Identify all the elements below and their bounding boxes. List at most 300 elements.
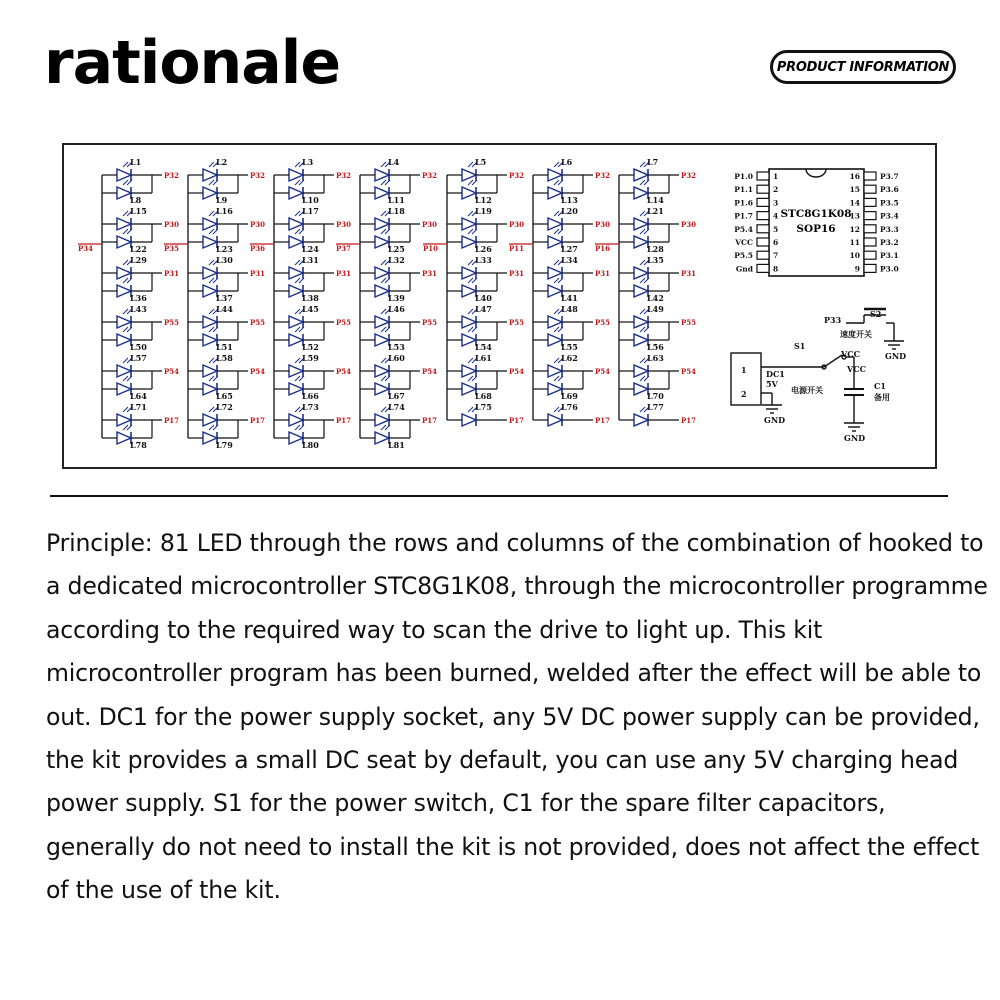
led-label: L18 [388,206,405,216]
led [462,206,492,230]
led-label: L55 [561,342,578,352]
gnd-label-2: GND [764,415,786,425]
port-label: P32 [164,171,180,180]
led-label: L81 [388,440,405,450]
chip-package: SOP16 [796,223,836,235]
led [548,402,578,426]
port-label: P55 [681,318,697,327]
port-label: P17 [595,416,611,425]
led [375,206,405,230]
port-label: P17 [250,416,266,425]
speed-switch-label: 速度开关 [840,330,872,339]
divider-line [50,495,948,497]
led-label: L19 [475,206,492,216]
port-label: P32 [336,171,352,180]
chip-pin-name: P3.7 [880,172,899,181]
led-diode [634,236,648,248]
led-label: L48 [561,304,578,314]
led-diode [462,187,476,199]
chip-pin [864,251,876,259]
led-label: L1 [130,157,142,167]
led-label: L51 [216,342,233,352]
led [117,255,147,279]
led-label: L52 [302,342,319,352]
port-label: P32 [422,171,438,180]
led-diode [289,334,303,346]
led-diode [634,316,648,328]
dc1-pin2-label: 2 [741,389,747,399]
led-diode [634,285,648,297]
led-label: L21 [647,206,664,216]
led-diode [375,236,389,248]
port-label: P55 [509,318,525,327]
led-label: L25 [388,244,405,254]
p33-label: P33 [824,315,842,325]
chip-pin-number: 3 [773,198,779,208]
led-label: L34 [561,255,578,265]
led [203,206,233,230]
led-diode [634,169,648,181]
led-diode [203,218,217,230]
led-diode [548,187,562,199]
port-label: P30 [164,220,180,229]
chip-pin [864,212,876,220]
led-label: L39 [388,293,405,303]
bus-label: P11 [509,244,525,253]
chip-pin-name: P3.4 [880,211,899,221]
chip-pin [864,264,876,272]
led [375,157,400,181]
led-label: L54 [475,342,492,352]
led [634,304,664,328]
led-diode [117,236,131,248]
gnd-label-1: GND [885,351,907,361]
led [634,402,664,426]
led-diode [375,334,389,346]
chip-pin-name: P1.6 [734,198,753,208]
led-label: L64 [130,391,147,401]
port-label: P30 [422,220,438,229]
chip-pin-number: 8 [773,264,779,274]
led-diode [289,316,303,328]
chip-pin-number: 11 [849,238,860,247]
led-diode [203,383,217,395]
led-label: L76 [561,402,578,412]
led [203,402,233,426]
led [117,402,147,426]
led-diode [117,414,131,426]
led-label: L69 [561,391,578,401]
led [548,353,578,377]
led [634,255,664,279]
chip-pin-number: 6 [773,238,779,247]
led [375,304,405,328]
led-label: L4 [388,157,400,167]
led [462,304,492,328]
led-diode [289,414,303,426]
chip-pin-name: P1.1 [734,185,753,195]
port-label: P30 [595,220,611,229]
led-matrix [78,157,696,450]
led-diode [289,267,303,279]
led [203,304,233,328]
bus-label: P16 [595,244,611,253]
chip-pin-number: 13 [849,211,860,221]
led [375,402,405,426]
port-label: P54 [336,367,352,376]
port-label: P31 [164,269,180,278]
led-label: L16 [216,206,233,216]
led-diode [548,316,562,328]
led [289,353,319,377]
led-label: L41 [561,293,578,303]
led-label: L58 [216,353,233,363]
led [289,304,319,328]
c1-label: C1 [874,381,886,391]
led [375,255,405,279]
led-diode [117,187,131,199]
led-label: L17 [302,206,319,216]
chip-pin-number: 2 [773,185,779,195]
led-label: L71 [130,402,147,412]
chip-pin [757,238,769,246]
led-label: L11 [388,195,405,205]
led-diode [289,365,303,377]
led [634,157,658,181]
port-label: P30 [681,220,697,229]
vcc-label-1: VCC [841,349,860,359]
led-diode [375,432,389,444]
chip-pin-number: 10 [849,251,860,261]
product-information-badge: PRODUCT INFORMATION [770,50,956,84]
led [548,206,578,230]
led-label: L37 [216,293,233,303]
led-diode [634,334,648,346]
led-diode [462,169,476,181]
port-label: P31 [681,269,697,278]
led-label: L56 [647,342,664,352]
port-label: P17 [681,416,697,425]
led-label: L68 [475,391,492,401]
led-diode [634,267,648,279]
led-label: L63 [647,353,664,363]
led-label: L8 [130,195,142,205]
port-label: P55 [164,318,180,327]
led-diode [462,236,476,248]
led-diode [289,432,303,444]
port-label: P17 [422,416,438,425]
gnd-label-3: GND [844,433,866,443]
led-label: L79 [216,440,233,450]
led-diode [289,169,303,181]
led [203,157,227,181]
led [634,353,664,377]
power-labels [741,309,906,443]
led-diode [462,414,476,426]
led-diode [375,218,389,230]
led [462,353,492,377]
led-label: L9 [216,195,228,205]
led-diode [462,383,476,395]
led-diode [203,414,217,426]
port-label: P54 [422,367,438,376]
circuit-schematic [62,143,937,469]
led-label: L65 [216,391,233,401]
led [117,353,147,377]
led-label: L74 [388,402,405,412]
port-label: P54 [595,367,611,376]
led-label: L42 [647,293,664,303]
chip-pin [757,172,769,180]
port-label: P17 [509,416,525,425]
led-diode [375,169,389,181]
chip-pin [864,172,876,180]
led-diode [203,187,217,199]
chip-pin [864,198,876,206]
port-label: P31 [509,269,525,278]
led-label: L13 [561,195,578,205]
led-label: L60 [388,353,405,363]
led-label: L36 [130,293,147,303]
bus-label: P36 [250,244,266,253]
power-switch-label: 电源开关 [791,386,823,395]
chip-name: STC8G1K08 [780,208,852,220]
port-label: P32 [595,171,611,180]
led-diode [462,365,476,377]
led-diode [462,334,476,346]
led-label: L53 [388,342,405,352]
chip-pin-name: P3.3 [880,224,899,234]
led-label: L66 [302,391,319,401]
led-diode [203,267,217,279]
led-label: L14 [647,195,664,205]
led-label: L28 [647,244,664,254]
led-diode [634,383,648,395]
led-label: L57 [130,353,147,363]
led-label: L40 [475,293,492,303]
led-diode [289,236,303,248]
page-title: rationale [44,28,341,98]
led-label: L32 [388,255,405,265]
principle-description: Principle: 81 LED through the rows and columns of the combination of hooked to a dedicated microcontroller STC8G1K08, through the microcontroller programme according to the required way to scan the drive to light up. This kit microcontroller program has been burned, welded after the effect will be able to out. DC1 for the power supply socket, any 5V DC power supply can be provided, the kit provides a small DC seat by default, you can use any 5V charging head power supply. S1 for the power switch, C1 for the spare filter capacitors, generally do not need to install the kit is not provided, does not affect the effect of the use of the kit. [46,529,988,905]
led-diode [203,334,217,346]
led-diode [117,267,131,279]
chip-pin-name: P1.0 [734,172,753,181]
led [462,402,492,426]
led [117,157,141,181]
led-label: L26 [475,244,492,254]
led-diode [548,169,562,181]
led-diode [289,285,303,297]
chip-pin-name: VCC [735,238,753,247]
led-label: L59 [302,353,319,363]
bus-label: P34 [78,244,94,253]
led-label: L61 [475,353,492,363]
chip-pin [757,264,769,272]
led-diode [117,218,131,230]
led-label: L12 [475,195,492,205]
led [289,206,319,230]
led-label: L73 [302,402,319,412]
led-label: L5 [475,157,487,167]
led-label: L35 [647,255,664,265]
chip-pin [757,198,769,206]
port-label: P55 [422,318,438,327]
port-label: P54 [681,367,697,376]
led-label: L15 [130,206,147,216]
bus-label: P10 [423,244,439,253]
port-label: P31 [250,269,266,278]
led-diode [548,267,562,279]
chip-pin-name: P5.5 [734,251,753,261]
port-label: P54 [164,367,180,376]
port-label: P17 [164,416,180,425]
led-diode [634,414,648,426]
chip-pin-name: P3.6 [880,185,899,195]
chip-pin [757,225,769,233]
led-diode [289,187,303,199]
port-label: P32 [250,171,266,180]
chip-pin-name: P5.4 [734,224,753,234]
led-diode [462,267,476,279]
chip-pin [864,238,876,246]
port-label: P31 [422,269,438,278]
led-diode [117,365,131,377]
led-label: L80 [302,440,319,450]
port-label: P30 [509,220,525,229]
led-label: L24 [302,244,319,254]
port-label: P30 [336,220,352,229]
chip-pin-number: 1 [773,172,779,181]
led-diode [117,169,131,181]
chip-pin-number: 9 [854,264,860,274]
led-diode [548,285,562,297]
chip-pin-number: 4 [773,211,779,221]
led [203,255,233,279]
led [548,304,578,328]
led-diode [375,267,389,279]
led-diode [117,316,131,328]
led-diode [462,218,476,230]
led [289,402,319,426]
port-label: P55 [595,318,611,327]
chip-pin [757,185,769,193]
chip-pin [757,212,769,220]
led-diode [117,285,131,297]
led-label: L7 [647,157,659,167]
led-diode [375,414,389,426]
chip-pin-name: P3.1 [880,251,899,261]
port-label: P30 [250,220,266,229]
bus-label: P37 [336,244,352,253]
chip-pin-name: P3.2 [880,238,899,247]
led [462,157,486,181]
led-label: L33 [475,255,492,265]
chip-pin-number: 14 [849,198,860,208]
port-label: P32 [509,171,525,180]
s1-label: S1 [794,341,806,351]
led [375,353,405,377]
led-diode [375,285,389,297]
led-label: L77 [647,402,664,412]
led-diode [289,383,303,395]
led [462,255,492,279]
led-diode [548,414,562,426]
led-label: L44 [216,304,233,314]
led-label: L62 [561,353,578,363]
led-diode [634,187,648,199]
led [289,157,314,181]
vcc-label-2: VCC [847,364,866,374]
port-label: P17 [336,416,352,425]
chip-pin [864,225,876,233]
led-label: L75 [475,402,492,412]
led [289,255,319,279]
chip-pin-name: P1.7 [734,211,753,221]
led-diode [203,365,217,377]
led-label: L67 [388,391,405,401]
led-label: L27 [561,244,578,254]
led [203,353,233,377]
led-diode [375,187,389,199]
led-diode [375,365,389,377]
led-label: L38 [302,293,319,303]
led-diode [462,316,476,328]
led-diode [203,316,217,328]
led-diode [203,285,217,297]
led-diode [203,432,217,444]
led-diode [548,334,562,346]
led-diode [375,316,389,328]
port-label: P31 [595,269,611,278]
led-label: L10 [302,195,319,205]
s2-label: S2 [870,309,882,319]
dc1-label: DC1 [766,369,785,379]
led-label: L22 [130,244,147,254]
led-diode [548,365,562,377]
led-diode [117,383,131,395]
led-diode [548,383,562,395]
schematic-drawing [64,145,939,471]
led-label: L3 [302,157,314,167]
led-diode [634,218,648,230]
led-label: L46 [388,304,405,314]
led-diode [548,236,562,248]
led-label: L23 [216,244,233,254]
led-label: L30 [216,255,233,265]
led-label: L2 [216,157,228,167]
led-diode [117,334,131,346]
led-label: L78 [130,440,147,450]
led-label: L45 [302,304,319,314]
port-label: P55 [336,318,352,327]
led-label: L29 [130,255,147,265]
led-label: L6 [561,157,573,167]
port-label: P31 [336,269,352,278]
led-diode [117,432,131,444]
chip-pin-number: 15 [849,185,860,195]
led [548,255,578,279]
led [117,206,147,230]
led-label: L47 [475,304,492,314]
chip-pin-number: 7 [773,251,779,261]
led-label: L50 [130,342,147,352]
chip-pin-name: P3.0 [880,264,899,274]
led-diode [462,285,476,297]
led-label: L72 [216,402,233,412]
led-label: L31 [302,255,319,265]
chip-pin-name: P3.5 [880,198,899,208]
